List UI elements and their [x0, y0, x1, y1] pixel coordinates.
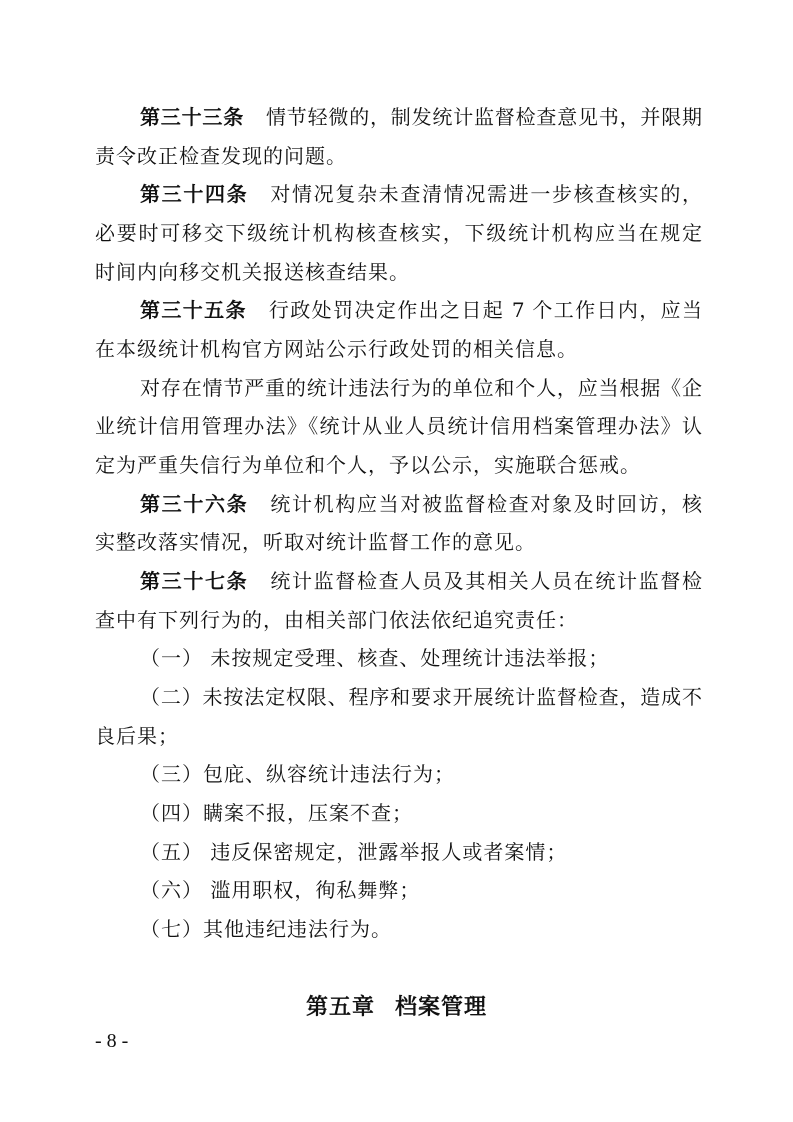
line-text: 在本级统计机构官方网站公示行政处罚的相关信息。	[95, 337, 578, 362]
line-text: 责令改正检查发现的问题。	[95, 143, 347, 168]
text-line	[140, 910, 702, 948]
line-text: （一） 未按规定受理、核查、处理统计违法举报；	[140, 646, 610, 671]
text-line	[140, 794, 702, 832]
article-number: 第三十三条	[140, 105, 244, 129]
line-text: （六） 滥用职权，徇私舞弊；	[140, 878, 421, 903]
line-text: （四）瞒案不报，压案不查；	[140, 801, 413, 826]
chapter-name: 档案管理	[395, 995, 488, 1020]
text-line	[95, 214, 702, 252]
article-line	[140, 291, 702, 329]
article-number: 第三十七条	[140, 569, 249, 594]
line-text: 实整改落实情况，听取对统计监督工作的意见。	[95, 530, 536, 555]
text-line	[140, 871, 702, 909]
line-text: （三）包庇、纵容统计违法行为；	[140, 762, 455, 787]
line-text: 业统计信用管理办法》《统计从业人员统计信用档案管理办法》认	[95, 414, 702, 439]
line-text: 时间内向移交机关报送核查结果。	[95, 259, 410, 284]
text-line	[95, 601, 702, 639]
line-text: 对情况复杂未查清情况需进一步核查核实的，	[270, 182, 703, 207]
article-line	[140, 98, 702, 136]
line-text: 统计监督检查人员及其相关人员在统计监督检	[270, 569, 703, 594]
text-line	[140, 678, 702, 716]
page-number: - 8 -	[95, 1030, 129, 1052]
text-line	[140, 755, 702, 793]
line-text: 对存在情节严重的统计违法行为的单位和个人，应当根据《企	[140, 375, 702, 400]
text-line	[95, 446, 702, 484]
chapter-number: 第五章	[305, 995, 375, 1020]
article-number: 第三十六条	[140, 491, 249, 516]
article-number: 第三十五条	[140, 298, 247, 323]
article-line	[140, 485, 702, 523]
line-text: 查中有下列行为的，由相关部门依法依纪追究责任：	[95, 607, 578, 632]
article-line	[140, 562, 702, 600]
text-line	[95, 717, 702, 755]
line-text: 定为严重失信行为单位和个人，予以公示，实施联合惩戒。	[95, 453, 641, 478]
text-line	[140, 833, 702, 871]
line-text: 统计机构应当对被监督检查对象及时回访，核	[270, 491, 703, 516]
article-number: 第三十四条	[140, 182, 249, 207]
text-line	[95, 330, 702, 368]
line-text: （七）其他违纪违法行为。	[140, 917, 392, 942]
line-text: 良后果；	[95, 723, 179, 748]
text-line	[95, 253, 702, 291]
line-text: （二）未按法定权限、程序和要求开展统计监督检查，造成不	[140, 685, 702, 710]
text-line	[95, 137, 702, 175]
text-line	[140, 639, 702, 677]
text-line	[95, 407, 702, 445]
line-text: 情节轻微的，制发统计监督检查意见书，并限期	[266, 105, 702, 129]
text-line	[140, 369, 702, 407]
line-text: （五） 违反保密规定，泄露举报人或者案情；	[140, 839, 568, 864]
line-text: 必要时可移交下级统计机构核查核实，下级统计机构应当在规定	[95, 221, 702, 245]
chapter-title	[0, 990, 793, 1021]
text-line	[95, 523, 702, 561]
article-line	[140, 175, 702, 213]
line-text: 行政处罚决定作出之日起 7 个工作日内，应当	[268, 298, 702, 323]
